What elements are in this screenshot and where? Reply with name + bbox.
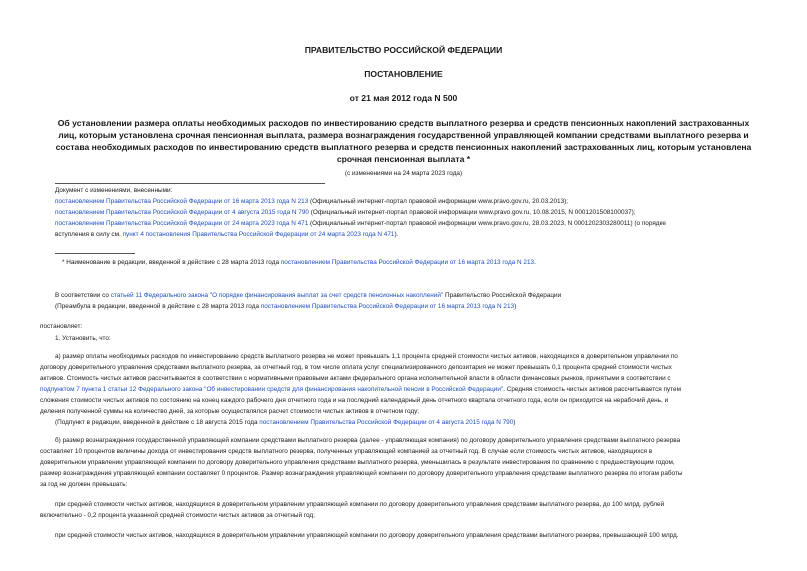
preamble-note: (Преамбула в редакции, введенной в действие с 28 марта 2013 года постановлением Правительства Российской Федерации от 16 марта 2013 года N 213) [55,303,517,310]
change-item-1-link[interactable]: постановлением Правительства Российской Федерации от 16 марта 2013 года N 213 [55,198,309,205]
paragraph-1: 1. Установить, что: [55,335,111,342]
change-item-3-continuation: вступления в силу см. пункт 4 постановления Правительства Российской Федерации от 24 марта 2023 года N 471). [55,231,399,238]
change-item-3-link[interactable]: постановлением Правительства Российской Федерации от 24 марта 2023 года N 471 [55,220,309,227]
subparagraph-b-line-2: составляет 10 процентов величины дохода от инвестирования средств выплатного резерва, полученных управляющей компанией за отчетный год. В случае если стоимость чистых активов, находящихся в [40,448,653,455]
subparagraph-a-line-5: сложения стоимости чистых активов по состоянию на конец каждого рабочего дня отчетного года и на последний календарный день отчетного квартала отчетного года, если он приходится на нерабочий день, и [40,397,669,404]
change-item-3-effect-link[interactable]: пункт 4 постановления Правительства Российской Федерации от 24 марта 2023 года N 471 [122,231,395,238]
preamble-law-link[interactable]: статьей 11 Федерального закона "О порядке финансирования выплат за счет средств пенсионных накоплений" [110,292,444,299]
subparagraph-a-line-6: деления полученной суммы на количество дней, за которые осуществлялся расчет стоимости чистых активов в отчетном году; [40,408,420,415]
document-type: ПОСТАНОВЛЕНИЕ [364,69,443,79]
government-heading: ПРАВИТЕЛЬСТВО РОССИЙСКОЙ ФЕДЕРАЦИИ [304,45,503,55]
preamble: В соответствии со статьей 11 Федерального закона "О порядке финансирования выплат за счет средств пенсионных накоплений" Правительство Российской Федерации [55,292,562,299]
subparagraph-a-line-3: активов. Стоимость чистых активов рассчитывается в соответствии с нормативными правовыми актами федерального органа исполнительной власти в области финансовых рынков, принятыми в соответствии с [40,375,671,382]
title-line-4: срочная пенсионная выплата * [336,154,471,164]
subparagraph-a-note-link[interactable]: постановлением Правительства Российской Федерации от 4 августа 2015 года N 790 [259,419,514,426]
decides-label: постановляет: [40,323,83,330]
subparagraph-a-line-2: договору доверительного управления средствами выплатного резерва, за отчетный год, в том числе оплата услуг специализированного депозитария не может превышать 0,1 процента средней стоимости чистых [40,364,672,371]
fee-tier-2-line-1: при средней стоимости чистых активов, находящихся в доверительном управлении управляющей компании по договору доверительного управления средствами выплатного резерва, превышающей 100 млрд. [55,532,679,539]
change-item-2-link[interactable]: постановлением Правительства Российской Федерации от 4 августа 2015 года N 790 [55,209,309,216]
change-item-1: постановлением Правительства Российской Федерации от 16 марта 2013 года N 213 (Официальный интернет-портал правовой информации www.pravo.gov.ru, 20.03.2013); [55,198,569,205]
fee-tier-1-line-2: включительно - 0,2 процента указанной средней стоимости чистых активов за отчетный год; [40,512,315,519]
subparagraph-b-line-3: доверительном управлении управляющей компании по договору доверительного управления средствами выплатного резерва, уменьшилась в результате инвестирования по сравнению с предшествующим годом, [40,459,675,466]
footnote-link[interactable]: постановлением Правительства Российской Федерации от 16 марта 2013 года N 213 [280,259,535,266]
change-item-2: постановлением Правительства Российской Федерации от 4 августа 2015 года N 790 (Официальный интернет-портал правовой информации www.pravo.gov.ru, 10.08.2015, N 0001201508100037); [55,209,636,216]
footnote: * Наименование в редакции, введенной в действие с 28 марта 2013 года постановлением Правительства Российской Федерации от 16 марта 2013 года N 213. [62,259,536,266]
preamble-note-link[interactable]: постановлением Правительства Российской Федерации от 16 марта 2013 года N 213 [260,303,515,310]
revision-note: (с изменениями на 24 марта 2023 года) [344,170,463,177]
title-line-3: состава необходимых расходов по инвестированию средств выплатного резерва и средств пенсионных накоплений застрахованных лиц, которым установлена [55,142,752,152]
subparagraph-a-note: (Подпункт в редакции, введенной в действие с 18 августа 2015 года постановлением Правительства Российской Федерации от 4 августа 2015 года N 790) [55,419,516,426]
footnote-divider [55,253,135,254]
change-item-3: постановлением Правительства Российской Федерации от 24 марта 2023 года N 471 (Официальный интернет-портал правовой информации www.pravo.gov.ru, 28.03.2023, N 0001202303280011) (о порядке [55,220,666,227]
document-date-number: от 21 мая 2012 года N 500 [349,93,458,103]
changes-divider [55,183,325,184]
subparagraph-b-line-5: за год не должен превышать: [40,481,128,488]
title-line-2: лиц, которым установлена срочная пенсионная выплата, размера вознаграждения государственной управляющей компании средствами выплатного резерва и [58,130,749,140]
subparagraph-b-line-4: размер вознаграждения управляющей компании составляет 0 процентов. Размер вознаграждения управляющей компании по договору доверительного управления средствами выплатного резерва по итогам работы [40,470,683,477]
subparagraph-a-line-1: а) размер оплаты необходимых расходов по инвестированию средств выплатного резерва не может превышать 1,1 процента средней стоимости чистых активов, находящихся в доверительном управлении по [55,353,678,360]
subparagraph-b-line-1: б) размер вознаграждения государственной управляющей компании средствами выплатного резерва (далее - управляющая компания) по договору доверительного управления средствами выплатного резерва [55,437,681,444]
subparagraph-a-line-4: подпунктом 7 пункта 1 статьи 12 Федерального закона "Об инвестировании средств для финансирования накопительной пенсии в Российской Федерации". Средняя стоимость чистых активов рассчитывается путем [40,386,681,393]
fee-tier-1-line-1: при средней стоимости чистых активов, находящихся в доверительном управлении управляющей компании по договору доверительного управления средствами выплатного резерва, до 100 млрд. рублей [55,501,665,508]
changes-intro: Документ с изменениями, внесенными: [55,187,173,194]
subparagraph-a-law-link[interactable]: подпунктом 7 пункта 1 статьи 12 Федерального закона "Об инвестировании средств для финансирования накопительной пенсии в Российской Федерации" [40,386,504,393]
title-line-1: Об установлении размера оплаты необходимых расходов по инвестированию средств выплатного резерва и средств пенсионных накоплений застрахованных [57,118,750,128]
